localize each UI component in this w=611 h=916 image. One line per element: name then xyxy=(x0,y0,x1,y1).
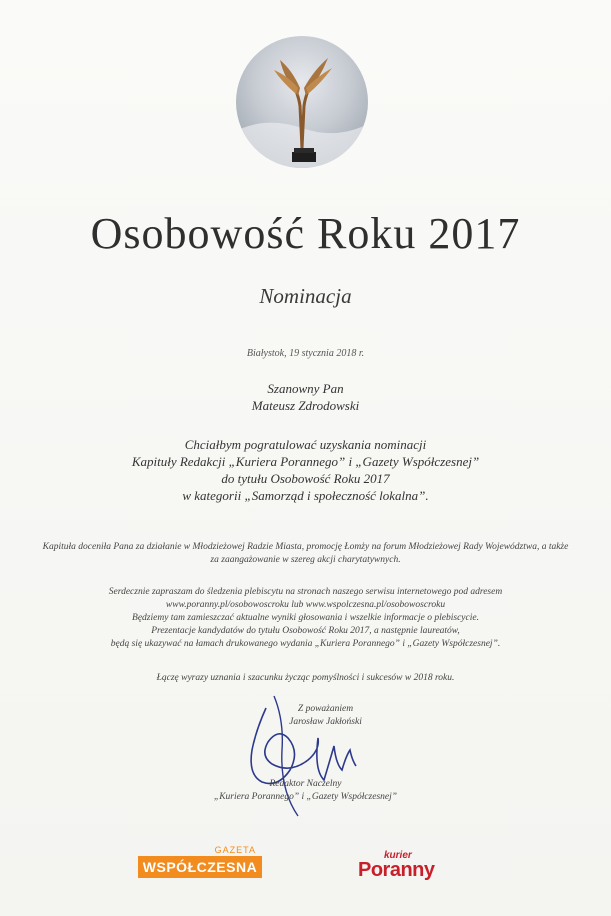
congrats-line: Chciałbym pogratulować uzyskania nominacji xyxy=(184,437,427,452)
salutation: Szanowny Pan xyxy=(267,381,344,396)
congrats-line: Kapituły Redakcji „Kuriera Porannego” i „Gazety Współczesnej” xyxy=(131,454,480,469)
date-line: Białystok, 19 stycznia 2018 r. xyxy=(246,348,365,359)
achievement-paragraph: Kapituła doceniła Pana za działanie w Młodzieżowej Radzie Miasta, promocję Łomży na forum Młodzieżowej Rady Województwa, a także za zaangażowanie w szereg akcji charytatywnych. xyxy=(42,542,569,565)
congrats-line: w kategorii „Samorząd i społeczność lokalna”. xyxy=(182,488,429,503)
invitation-line: Prezentacje kandydatów do tytułu Osobowość Roku 2017, a następnie laureatów, xyxy=(151,626,460,636)
addressee-block xyxy=(0,380,611,414)
invitation-paragraph xyxy=(30,586,581,651)
signer-role: Redaktor Naczelny xyxy=(269,779,342,789)
signer-papers: „Kuriera Porannego” i „Gazety Współczesnej” xyxy=(213,792,398,802)
logo-left-small: GAZETA xyxy=(214,845,256,855)
logo-right-main: Poranny xyxy=(358,859,435,881)
regards-text: Z poważaniem xyxy=(297,704,354,714)
kurier-poranny-logo xyxy=(358,850,468,880)
signer-role-block xyxy=(0,778,611,804)
logo-right-small: kurier xyxy=(384,850,412,861)
congrats-line: do tytułu Osobowość Roku 2017 xyxy=(221,471,390,486)
certificate-subtitle: Nominacja xyxy=(259,284,352,308)
invitation-line: www.poranny.pl/osobowoscroku lub www.wspolczesna.pl/osobowoscroku xyxy=(165,600,446,610)
closing-line: Łączę wyrazy uznania i szacunku życząc pomyślności i sukcesów w 2018 roku. xyxy=(156,673,455,683)
signer-name: Jarosław Jakłoński xyxy=(289,717,362,727)
congratulations-block xyxy=(0,436,611,504)
invitation-line: Serdecznie zapraszam do śledzenia plebiscytu na stronach naszego serwisu internetowego pod adresem xyxy=(108,587,503,597)
logo-left-main: WSPÓŁCZESNA xyxy=(142,859,258,875)
invitation-line: Będziemy tam zamieszczać aktualne wyniki głosowania i wszelkie informacje o plebiscycie. xyxy=(132,613,479,623)
recipient-name: Mateusz Zdrodowski xyxy=(251,398,360,413)
invitation-line: będą się ukazywać na łamach drukowanego wydania „Kuriera Porannego” i „Gazety Współczesnej”. xyxy=(110,639,501,649)
statuette-medallion xyxy=(236,36,368,168)
certificate-title: Osobowość Roku 2017 xyxy=(90,209,521,258)
gazeta-wspolczesna-logo xyxy=(138,845,262,878)
statuette-icon xyxy=(236,36,368,168)
